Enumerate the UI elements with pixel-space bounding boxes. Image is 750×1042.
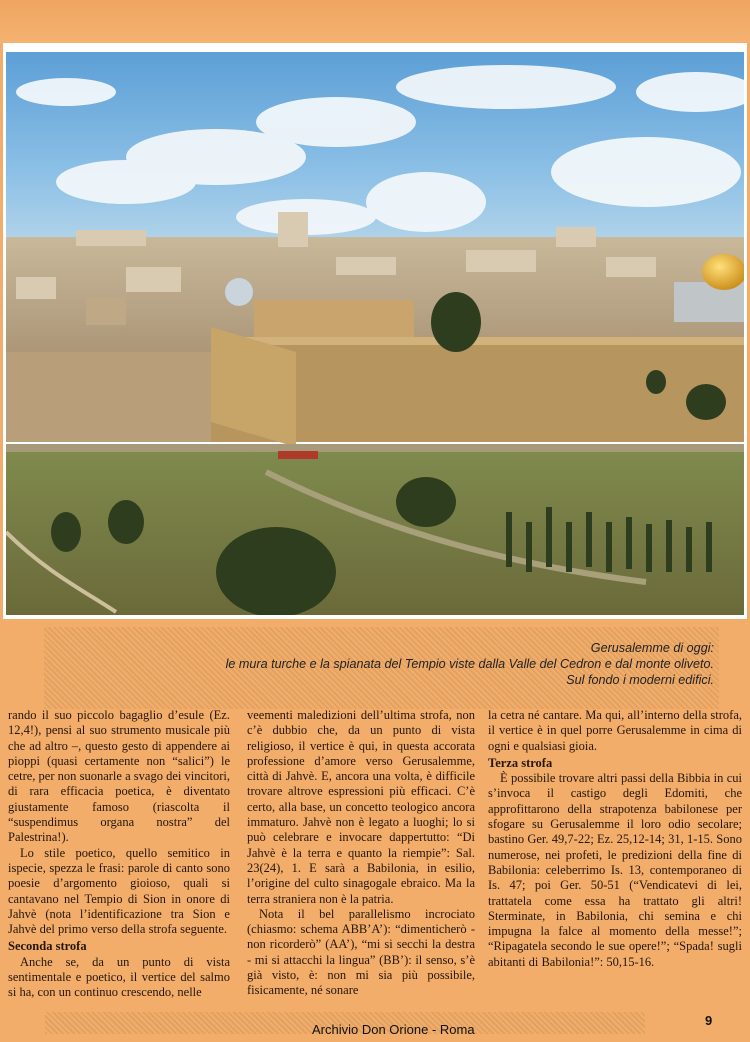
photo-caption [94, 640, 714, 688]
text-column-1 [8, 708, 230, 1001]
column3-paragraph-2: È possibile trovare altri passi della Bibbia in cui s’invoca il castigo degli Edomiti, che approfittarono della strapotenza babilonese per sfogare su Gerusalemme il loro odio secolare; bastino Ger. 49,7-22; Ez. 25,12-14; 31, 1-15. Sono numerose, nei profeti, le predizioni della fine di Babilonia: celeberrimo Is. 13, contemporaneo di Is. 47; poi Ger. 50-51 (“Vendicatevi di lei, trattatela come essa ha trattato gli altri! Sterminate, in Babilonia, chi semina e chi impugna la falce al momento della messe!”; “Ripagatela secondo le sue opere!”; “Spada! sugli abitanti di Babilonia!”: 50,15-16. [488, 771, 742, 969]
archive-watermark: Archivio Don Orione - Roma [312, 1022, 475, 1037]
page-top-margin [0, 0, 750, 44]
grey-dome [225, 278, 253, 306]
page-number: 9 [705, 1013, 713, 1028]
golden-dome [702, 254, 744, 290]
caption-line-2: le mura turche e la spianata del Tempio viste dalla Valle del Cedron e dal monte oliveto. [225, 657, 714, 671]
heading-seconda-strofa: Seconda strofa [8, 939, 87, 954]
mosque-building [254, 300, 414, 340]
red-bus [278, 451, 318, 459]
caption-line-3: Sul fondo i moderni edifici. [566, 673, 714, 687]
column1-paragraph-1: rando il suo piccolo bagaglio d’esule (Ez. 12,4!), pensi al suo strumento musicale più che ad altro –, questo gesto di appendere ai pioppi (quasi certamente non “salici”) le cetre, per non suonarle a svago dei vincitori, di rara efficacia poetica, è diventato giustamente famoso (riascolta il “suspendimus organa nostra” del Palestrina!). [8, 708, 230, 845]
left-ruins [6, 352, 211, 442]
column2-paragraph-1: veementi maledizioni dell’ultima strofa, non c’è dubbio che, da un punto di vista religioso, il vertice è qui, in questa accorata professione d’amore verso Gerusalemme, città di Jahvè. E, ancora una volta, è difficile trovare altrove espressioni più efficaci. C’è certo, alla base, un concetto teologico ancora immaturo. Jahvè non è legato a luoghi; lo si può celebrare e invocare dappertutto: “Di Jahvè è la terra e quanto la riempie”: Sal. 23(24), 1. E sarà a Babilonia, in esilio, l’origine del culto sinagogale ebraico. Ma la terra straniera non è la patria. [247, 708, 475, 906]
column1-paragraph-2: Lo stile poetico, quello semitico in ispecie, spezza le frasi: parole di canto sono poesie d’argomento gioioso, quali si cantavano nel Tempio di Sion in onore di Jahvè (nota l’identificazione tra Sion e Jahvè del primo verso della strofa seguente. [8, 845, 230, 937]
text-column-3 [488, 708, 742, 970]
photo-frame [3, 43, 747, 619]
wall-top [211, 337, 744, 345]
column3-paragraph-1: la cetra né cantare. Ma qui, all’interno della strofa, il vertice è in quel porre Gerusalemme in cima di ogni e qualsiasi gioia. [488, 708, 742, 753]
text-column-2 [247, 708, 475, 999]
caption-line-1: Gerusalemme di oggi: [590, 641, 714, 655]
column2-paragraph-2: Nota il bel parallelismo incrociato (chiasmo: schema ABB’A’): “dimenticherò - non ricorderò” (AA’), “mi si secchi la destra - mi si attacchi la lingua” (BB’): il senso, s’è già visto, è: non mi sia più possibile, fisicamente, né sonare [247, 906, 475, 998]
column1-paragraph-3: Anche se, da un punto di vista sentimentale e poetico, il vertice del salmo si ha, con un continuo crescendo, nelle [8, 954, 230, 1000]
jerusalem-photo [6, 52, 744, 615]
heading-terza-strofa: Terza strofa [488, 755, 553, 770]
